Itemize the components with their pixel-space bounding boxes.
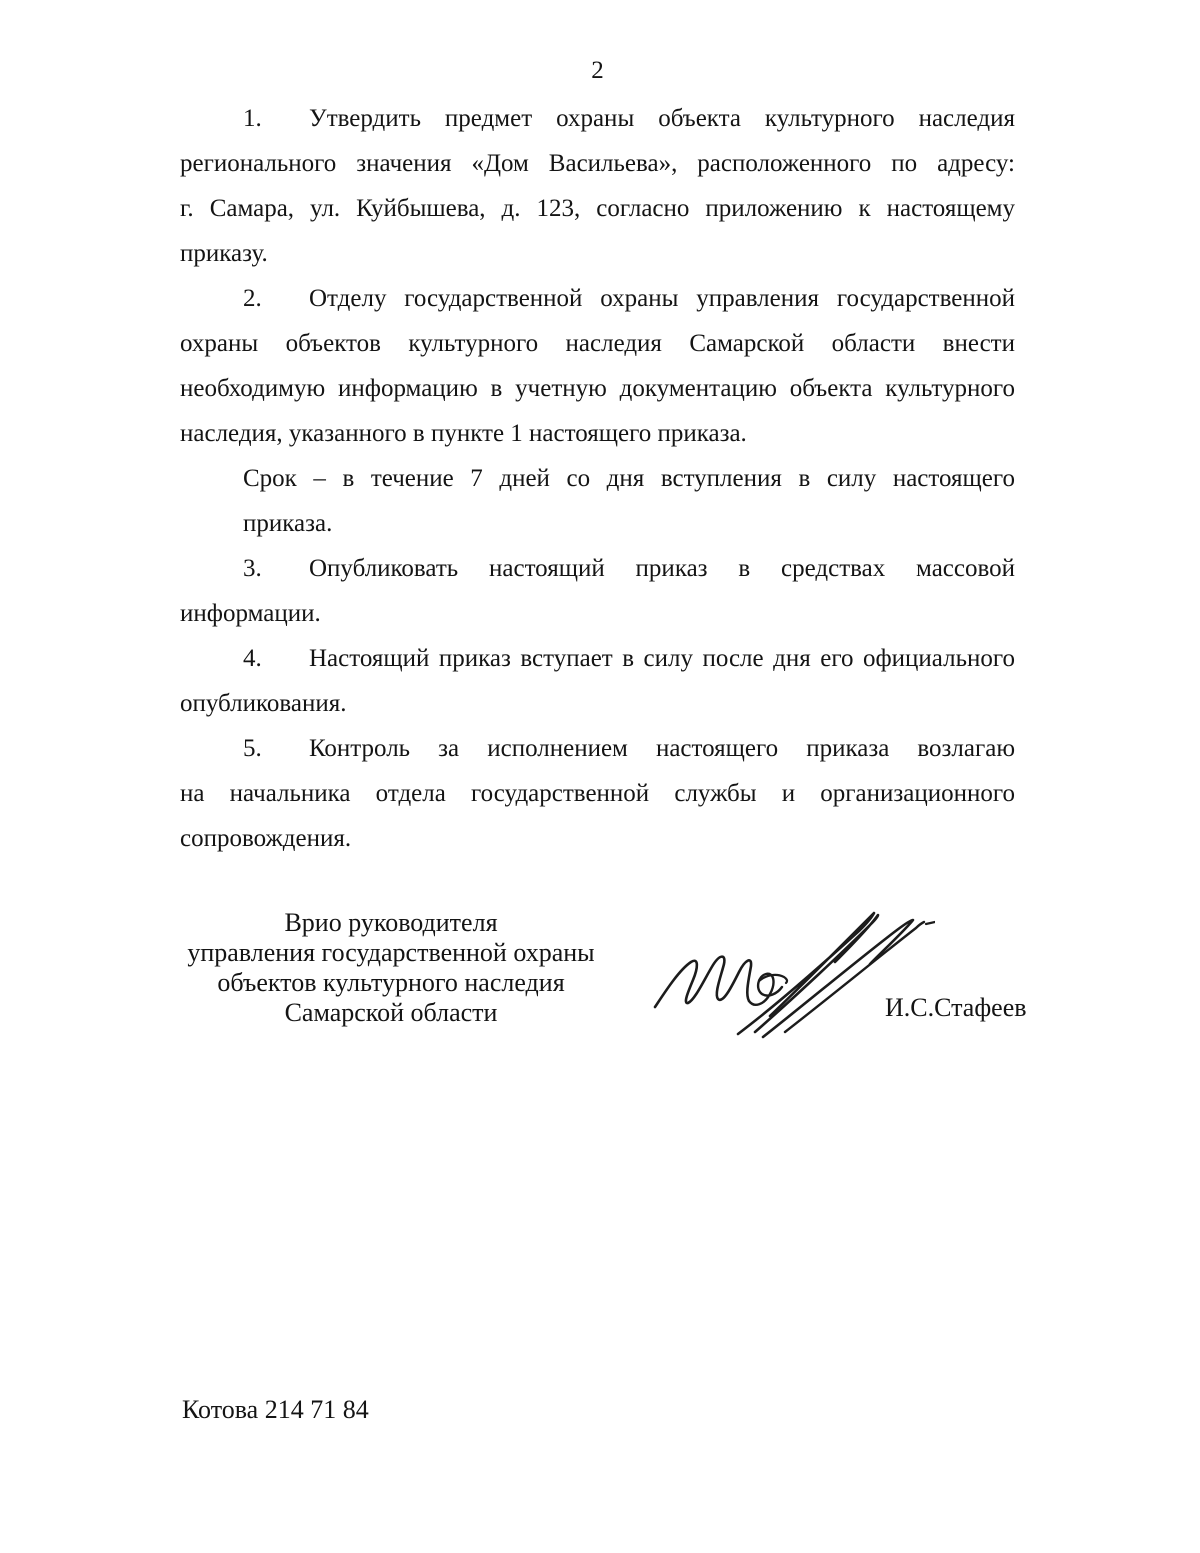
text-line: необходимую информацию в учетную документацию объекта культурного [180, 375, 1015, 402]
text-line: информации. [180, 600, 321, 627]
signatory-position-line: объектов культурного наследия [217, 968, 565, 997]
text-line: сопровождения. [180, 825, 352, 852]
signatory-position-line: Врио руководителя [284, 908, 498, 937]
text-line: 4. Настоящий приказ вступает в силу после дня его официального [180, 636, 1015, 681]
signatory-name: И.С.Стафеев [885, 993, 1027, 1022]
paragraph [180, 276, 1015, 456]
paragraph [180, 726, 1015, 861]
paragraph-number: 4. [243, 645, 262, 672]
signatory-position-line: Самарской области [284, 998, 498, 1027]
executor-contact: Котова 214 71 84 [182, 1395, 369, 1424]
text-line: приказа. [243, 510, 333, 537]
text-line: Срок – в течение 7 дней со дня вступления в силу настоящего [243, 465, 1015, 492]
text-line: приказу. [180, 240, 268, 267]
text-line: наследия, указанного в пункте 1 настоящего приказа. [180, 420, 747, 447]
text-line: 3. Опубликовать настоящий приказ в средствах массовой [180, 546, 1015, 591]
paragraph-number: 2. [243, 285, 262, 312]
page-number: 2 [591, 57, 604, 84]
paragraph-number: 3. [243, 555, 262, 582]
text-line: г. Самара, ул. Куйбышева, д. 123, согласно приложению к настоящему [180, 195, 1015, 222]
text-line: опубликования. [180, 690, 347, 717]
paragraph [180, 96, 1015, 276]
text-line: регионального значения «Дом Васильева», расположенного по адресу: [180, 150, 1015, 177]
document-body [180, 96, 1015, 861]
text-line: 1. Утвердить предмет охраны объекта культурного наследия [180, 96, 1015, 141]
paragraph [180, 546, 1015, 636]
text-line: на начальника отдела государственной службы и организационного [180, 780, 1015, 807]
signatory-position [185, 908, 597, 1028]
paragraph-number: 1. [243, 105, 262, 132]
signatory-position-line: управления государственной охраны [187, 938, 595, 967]
paragraph [180, 636, 1015, 726]
paragraph-number: 5. [243, 735, 262, 762]
text-line: 5. Контроль за исполнением настоящего приказа возлагаю [180, 726, 1015, 771]
text-line: 2. Отделу государственной охраны управления государственной [180, 276, 1015, 321]
paragraph [180, 456, 1015, 546]
text-line: охраны объектов культурного наследия Самарской области внести [180, 330, 1015, 357]
